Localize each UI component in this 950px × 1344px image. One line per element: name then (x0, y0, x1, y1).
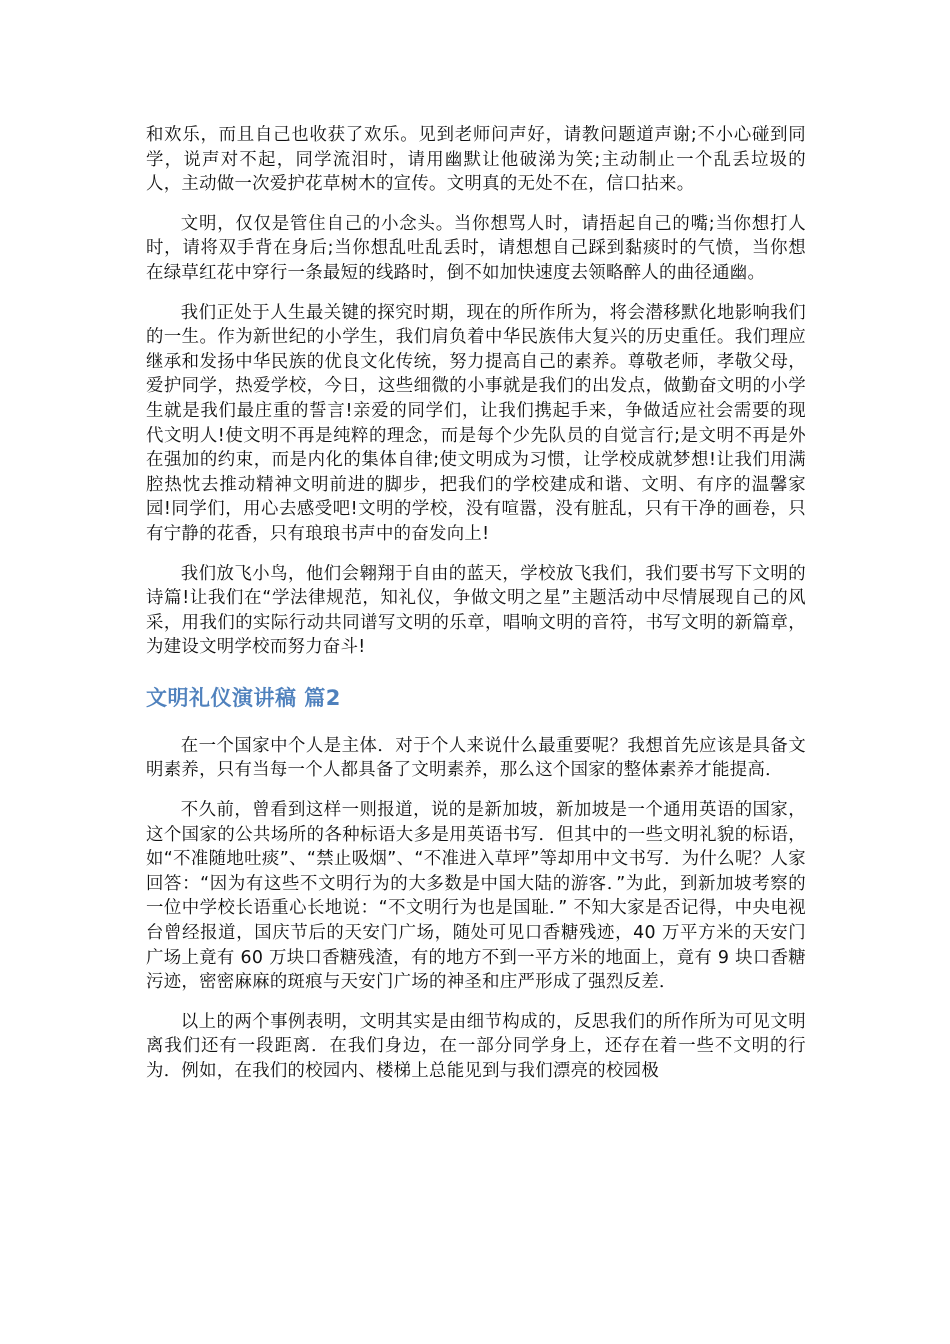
paragraph: 文明，仅仅是管住自己的小念头。当你想骂人时，请捂起自己的嘴;当你想打人时，请将双手背在身后;当你想乱吐乱丢时，请想想自己踩到黏痰时的气愤，当你想在绿草红花中穿行一条最短的线路时，倒不如加快速度去领略醉人的曲径通幽。 (146, 213, 806, 283)
paragraph: 我们正处于人生最关键的探究时期，现在的所作所为，将会潜移默化地影响我们的一生。作为新世纪的小学生，我们肩负着中华民族伟大复兴的历史重任。我们理应继承和发扬中华民族的优良文化传统，努力提高自己的素养。尊敬老师，孝敬父母，爱护同学，热爱学校，今日，这些细微的小事就是我们的出发点，做勤奋文明的小学生就是我们最庄重的誓言!亲爱的同学们，让我们携起手来，争做适应社会需要的现代文明人!使文明不再是纯粹的理念，而是每个少先队员的自觉言行;是文明不再是外在强加的约束，而是内化的集体自律;使文明成为习惯，让学校成就梦想!让我们用满腔热忱去推动精神文明前进的脚步，把我们的学校建成和谐、文明、有序的温馨家园!同学们，用心去感受吧!文明的学校，没有喧嚣，没有脏乱，只有干净的画卷，只有宁静的花香，只有琅琅书声中的奋发向上! (146, 302, 806, 544)
paragraph: 以上的两个事例表明，文明其实是由细节构成的，反思我们的所作所为可见文明离我们还有一段距离．在我们身边，在一部分同学身上，还存在着一些不文明的行为．例如，在我们的校园内、楼梯上总能见到与我们漂亮的校园极 (146, 1011, 806, 1081)
document-body (146, 123, 806, 1099)
paragraph-continued: 和欢乐，而且自己也收获了欢乐。见到老师问声好，请教问题道声谢;不小心碰到同学，说声对不起，同学流泪时，请用幽默让他破涕为笑;主动制止一个乱丢垃圾的人，主动做一次爱护花草树木的宣传。文明真的无处不在，信口拈来。 (146, 125, 806, 195)
section-heading: 文明礼仪演讲稿 篇2 (146, 685, 341, 710)
paragraph: 在一个国家中个人是主体．对于个人来说什么最重要呢？我想首先应该是具备文明素养，只有当每一个人都具备了文明素养，那么这个国家的整体素养才能提高． (146, 735, 806, 781)
paragraph: 不久前，曾看到这样一则报道，说的是新加坡，新加坡是一个通用英语的国家，这个国家的公共场所的各种标语大多是用英语书写．但其中的一些文明礼貌的标语，如“不准随地吐痰”、“禁止吸烟”、“不准进入草坪”等却用中文书写．为什么呢？人家回答：“因为有这些不文明行为的大多数是中国大陆的游客．”为此，到新加坡考察的一位中学校长语重心长地说：“不文明行为也是国耻．” 不知大家是否记得，中央电视台曾经报道，国庆节后的天安门广场，随处可见口香糖残迹，40 万平方米的天安门广场上竟有 60 万块口香糖残渣，有的地方不到一平方米的地面上，竟有 9 块口香糖污迹，密密麻麻的斑痕与天安门广场的神圣和庄严形成了强烈反差． (146, 800, 806, 993)
paragraph: 我们放飞小鸟，他们会翱翔于自由的蓝天，学校放飞我们，我们要书写下文明的诗篇!让我们在“学法律规范，知礼仪，争做文明之星”主题活动中尽情展现自己的风采，用我们的实际行动共同谱写文明的乐章，唱响文明的音符，书写文明的新篇章，为建设文明学校而努力奋斗! (146, 563, 806, 658)
